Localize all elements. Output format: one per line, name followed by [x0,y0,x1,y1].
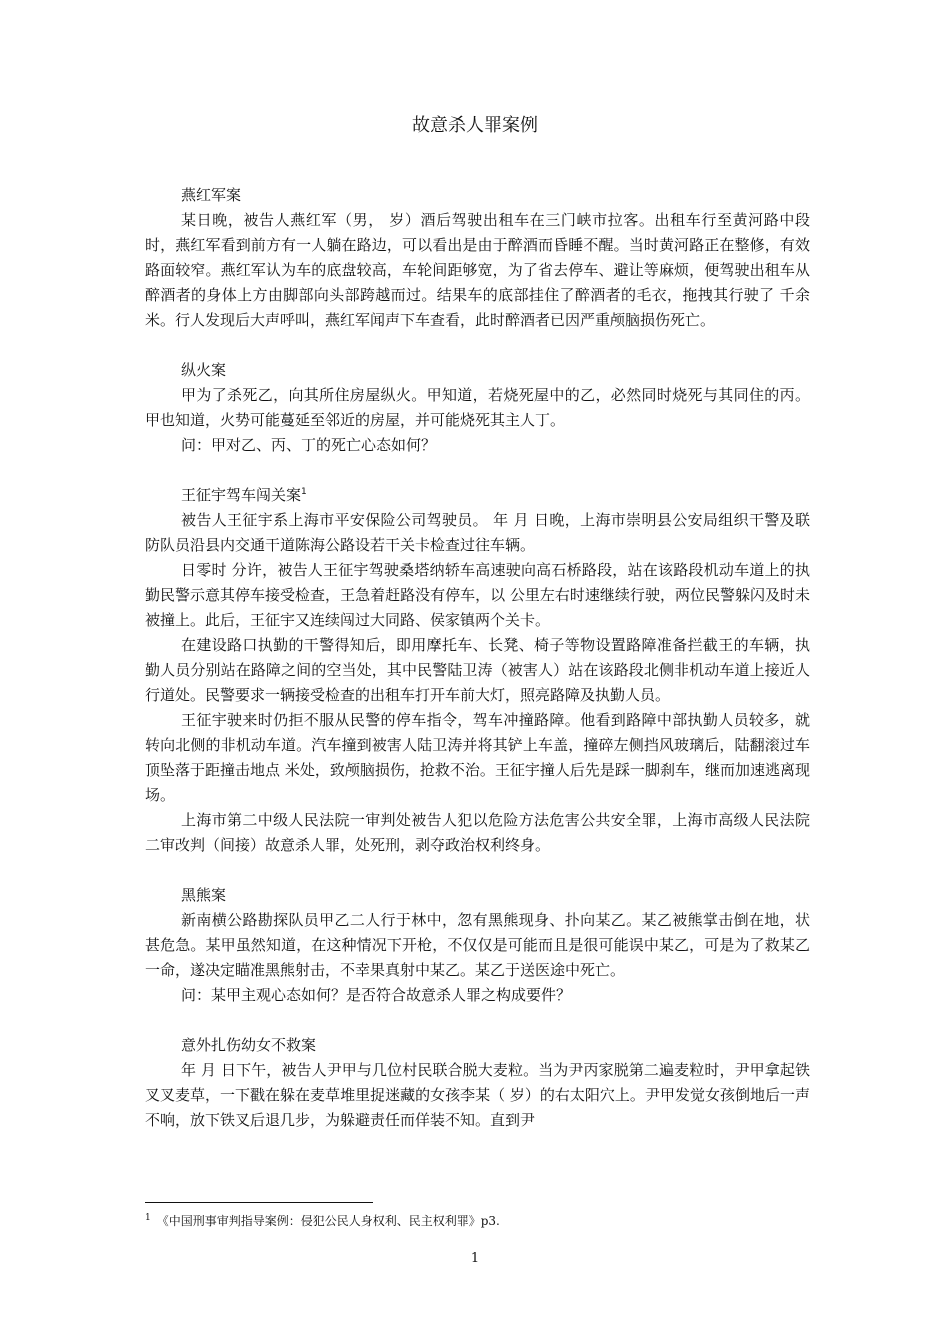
case-question: 问：某甲主观心态如何？是否符合故意杀人罪之构成要件？ [181,986,572,1004]
case-heading: 黑熊案 [181,886,227,904]
case-paragraph: 新南横公路勘探队员甲乙二人行于林中，忽有黑熊现身、扑向某乙。某乙被熊掌击倒在地，状甚危急。某甲虽然知道，在这种情况下开枪，不仅仅是可能而且是很可能误中某乙，可是为了救某乙一命，遂决定瞄准黑熊射击，不幸果真射中某乙。某乙于送医途中死亡。 [145,911,810,979]
case-paragraph: 年 月 日下午，被告人尹甲与几位村民联合脱大麦粒。当为尹丙家脱第二遍麦粒时，尹甲拿起铁叉叉麦草，一下戳在躲在麦草堆里捉迷藏的女孩李某（ 岁）的右太阳穴上。尹甲发觉女孩倒地后一声不响，放下铁叉后退几步，为躲避责任而佯装不知。直到尹 [145,1061,810,1129]
case-heading: 意外扎伤幼女不救案 [181,1036,317,1054]
case-heading-text: 王征宇驾车闯关案 [181,486,302,504]
document-title: 故意杀人罪案例 [412,115,538,136]
case-paragraph: 上海市第二中级人民法院一审判处被告人犯以危险方法危害公共安全罪，上海市高级人民法院二审改判（间接）故意杀人罪，处死刑，剥夺政治权利终身。 [145,811,810,854]
case-paragraph: 王征宇驶来时仍拒不服从民警的停车指令，驾车冲撞路障。他看到路障中部执勤人员较多，就转向北侧的非机动车道。汽车撞到被害人陆卫涛并将其铲上车盖，撞碎左侧挡风玻璃后，陆翻滚过车顶坠落于距撞击地点 米处，致颅脑损伤，抢救不治。王征宇撞人后先是踩一脚刹车，继而加速逃离现场。 [145,711,810,804]
case-section [145,183,810,333]
case-section [145,358,810,458]
case-paragraph: 日零时 分许，被告人王征宇驾驶桑塔纳轿车高速驶向高石桥路段，站在该路段机动车道上的执勤民警示意其停车接受检查，王急着赶路没有停车，以 公里左右时速继续行驶，两位民警躲闪及时未被撞上。此后，王征宇又连续闯过大同路、侯家镇两个关卡。 [145,561,810,629]
footnote [145,1213,805,1229]
footnote-reference[interactable]: 1 [301,487,307,497]
case-section [145,483,810,858]
case-heading: 燕红军案 [181,186,242,204]
case-paragraph: 被告人王征宇系上海市平安保险公司驾驶员。 年 月 日晚，上海市崇明县公安局组织干警及联防队员沿县内交通干道陈海公路设若干关卡检查过往车辆。 [145,511,810,554]
case-section [145,1033,810,1133]
case-paragraph: 甲为了杀死乙，向其所住房屋纵火。甲知道，若烧死屋中的乙，必然同时烧死与其同住的丙。甲也知道，火势可能蔓延至邻近的房屋，并可能烧死其主人丁。 [145,386,810,429]
case-paragraph: 在建设路口执勤的干警得知后，即用摩托车、长凳、椅子等物设置路障准备拦截王的车辆，执勤人员分别站在路障之间的空当处，其中民警陆卫涛（被害人）站在该路段北侧非机动车道上接近人行道处。民警要求一辆接受检查的出租车打开车前大灯，照亮路障及执勤人员。 [145,636,810,704]
page-number: 1 [470,1251,480,1266]
case-heading [145,483,810,508]
case-paragraph: 某日晚，被告人燕红军（男， 岁）酒后驾驶出租车在三门峡市拉客。出租车行至黄河路中段时，燕红军看到前方有一人躺在路边，可以看出是由于醉酒而昏睡不醒。当时黄河路正在整修，有效路面较窄。燕红军认为车的底盘较高，车轮间距够宽，为了省去停车、避让等麻烦，便驾驶出租车从醉酒者的身体上方由脚部向头部跨越而过。结果车的底部挂住了醉酒者的毛衣，拖拽其行驶了 千余米。行人发现后大声呼叫，燕红军闻声下车查看，此时醉酒者已因严重颅脑损伤死亡。 [145,211,810,329]
case-question: 问：甲对乙、丙、丁的死亡心态如何？ [181,436,437,454]
footnote-divider [145,1202,373,1203]
footnote-text: 《中国刑事审判指导案例：侵犯公民人身权利、民主权利罪》p3. [156,1214,500,1228]
document-body [145,183,810,1133]
case-heading: 纵火案 [181,361,227,379]
footnote-number: 1 [145,1213,151,1223]
case-section [145,883,810,1008]
